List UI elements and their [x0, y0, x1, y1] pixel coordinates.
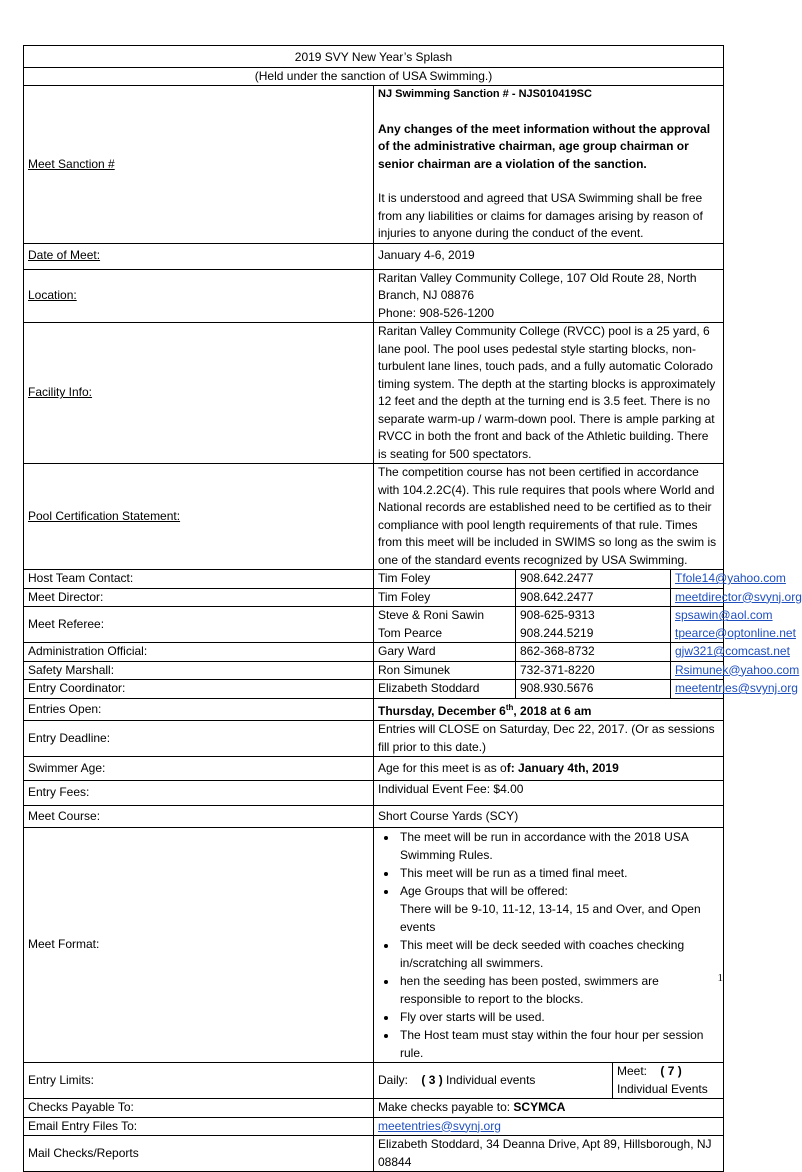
- meet-info-document: [23, 45, 802, 1172]
- page-number: 1: [717, 972, 723, 984]
- format-label: Meet Format:: [24, 828, 374, 1063]
- facility-label: Facility Info:: [24, 323, 374, 464]
- checks-label: Checks Payable To:: [24, 1099, 374, 1118]
- contact-label: Administration Official:: [24, 643, 374, 662]
- age-label: Swimmer Age:: [24, 757, 374, 781]
- contact-name: Gary Ward: [378, 644, 436, 658]
- referee-name-1: Steve & Roni Sawin: [378, 608, 485, 622]
- contact-phone: 732-371-8220: [516, 662, 671, 680]
- referee-label: Meet Referee:: [24, 607, 374, 643]
- contact-email-link[interactable]: gjw321@comcast.net: [675, 644, 790, 658]
- sanction-liability: It is understood and agreed that USA Swimming shall be free from any liabilities or claims for damages arising by reason of injuries to anyone during the conduct of the event.: [378, 191, 703, 240]
- format-item: • The meet will be run in accordance with the 2018 USA Swimming Rules.: [398, 828, 719, 864]
- contact-email-link[interactable]: Tfole14@yahoo.com: [675, 571, 786, 585]
- format-item: • The Host team must stay within the four hour per session rule.: [398, 1026, 719, 1062]
- format-list: [378, 828, 719, 1062]
- format-item: • Fly over starts will be used.: [398, 1008, 719, 1026]
- contact-phone: 862-368-8732: [516, 643, 671, 661]
- meet-info-table: [23, 45, 802, 1172]
- contact-label: Host Team Contact:: [24, 570, 374, 589]
- contact-email-link[interactable]: meetdirector@svynj.org: [675, 589, 802, 604]
- contact-phone: 908.930.5676: [516, 680, 671, 698]
- contact-name: Elizabeth Stoddard: [378, 681, 480, 695]
- contact-name: Tim Foley: [378, 571, 431, 585]
- age-value: Age for this meet is as of: January 4th, 2019: [374, 757, 724, 781]
- deadline-label: Entry Deadline:: [24, 721, 374, 757]
- document-subtitle: (Held under the sanction of USA Swimming.): [24, 67, 724, 86]
- facility-text: Raritan Valley Community College (RVCC) pool is a 25 yard, 6 lane pool. The pool uses pedestal style starting blocks, non-turbulent lane lines, touch pads, and a fully automatic Colorado timing system. The depth at the starting blocks is approximately 12 feet and the depth at the turning end is 3.5 feet. There is no separate warm-up / warm-down pool. There is ample parking at RVCC in both the front and back of the Athletic building. There is seating for 500 spectators.: [374, 323, 724, 464]
- sanction-warning: Any changes of the meet information without the approval of the administrative chairman, age group chairman or senior chairman are a violation of the sanction.: [378, 121, 711, 171]
- fees-value: Individual Event Fee: $4.00: [374, 781, 724, 806]
- pool-cert-label: Pool Certification Statement:: [24, 464, 374, 570]
- format-item: • This meet will be run as a timed final meet.: [398, 864, 719, 882]
- document-title: 2019 SVY New Year’s Splash: [24, 46, 724, 68]
- referee-phone-2: 908.244.5219: [520, 625, 594, 640]
- referee-name-2: Tom Pearce: [378, 625, 443, 640]
- contact-phone: 908.642.2477: [516, 570, 671, 588]
- location-phone: Phone: 908-526-1200: [378, 305, 495, 320]
- entries-open-label: Entries Open:: [24, 698, 374, 721]
- entries-open-value: Thursday, December 6th, 2018 at 6 am: [374, 698, 724, 721]
- email-files-label: Email Entry Files To:: [24, 1117, 374, 1136]
- contact-email-link[interactable]: meetentries@svynj.org: [675, 681, 798, 695]
- contact-label: Entry Coordinator:: [24, 680, 374, 699]
- limits-daily: Daily: ( 3 ) Individual events: [378, 1072, 536, 1087]
- referee-email-link-1[interactable]: spsawin@aol.com: [675, 608, 773, 622]
- date-value: January 4-6, 2019: [374, 243, 724, 269]
- contact-label: Safety Marshall:: [24, 661, 374, 680]
- format-item: • hen the seeding has been posted, swimmers are responsible to report to the blocks.: [398, 972, 719, 1008]
- format-item: • Age Groups that will be offered: There will be 9-10, 11-12, 13-14, 15 and Over, and Open events: [398, 882, 719, 936]
- sanction-label: Meet Sanction #: [24, 86, 374, 244]
- contact-name: Ron Simunek: [378, 662, 451, 677]
- limits-meet: Meet: ( 7 ) Individual Events: [613, 1063, 724, 1098]
- limits-label: Entry Limits:: [24, 1063, 374, 1099]
- contact-label: Meet Director:: [24, 588, 374, 607]
- contact-phone: 908.642.2477: [516, 589, 671, 607]
- format-list-cell: [374, 828, 724, 1063]
- format-item: • This meet will be deck seeded with coaches checking in/scratching all swimmers.: [398, 936, 719, 972]
- course-value: Short Course Yards (SCY): [374, 806, 724, 828]
- location-address: Raritan Valley Community College, 107 Old Route 28, North Branch, NJ 08876: [378, 270, 697, 302]
- checks-value: Make checks payable to: SCYMCA: [374, 1099, 724, 1118]
- contact-name: Tim Foley: [378, 589, 431, 604]
- fees-label: Entry Fees:: [24, 781, 374, 806]
- email-files-link[interactable]: meetentries@svynj.org: [378, 1118, 501, 1133]
- pool-cert-text: The competition course has not been certified in accordance with 104.2.2C(4). This rule requires that pools where World and National records are established need to be certified as to their compliance with pool length requirements of that rule. Times from this meet will be included in SWIMS so long as the swim is one of the standard events recognized by USA Swimming.: [374, 464, 724, 570]
- sanction-number: NJ Swimming Sanction # - NJS010419SC: [378, 88, 592, 100]
- course-label: Meet Course:: [24, 806, 374, 828]
- location-value: [374, 269, 724, 323]
- referee-phone-1: 908-625-9313: [520, 608, 595, 622]
- mail-value: Elizabeth Stoddard, 34 Deanna Drive, Apt 89, Hillsborough, NJ 08844: [374, 1136, 724, 1172]
- sanction-value: [374, 86, 724, 244]
- age-groups-text: There will be 9-10, 11-12, 13-14, 15 and Over, and Open events: [400, 902, 701, 934]
- referee-email-link-2[interactable]: tpearce@optonline.net: [675, 625, 796, 640]
- deadline-value: Entries will CLOSE on Saturday, Dec 22, 2017. (Or as sessions fill prior to this date.): [374, 721, 724, 757]
- location-label: Location:: [24, 269, 374, 323]
- email-files-cell: [374, 1117, 724, 1136]
- mail-label: Mail Checks/Reports: [24, 1136, 374, 1172]
- contact-email-link[interactable]: Rsimunek@yahoo.com: [675, 662, 800, 677]
- date-label: Date of Meet:: [24, 243, 374, 269]
